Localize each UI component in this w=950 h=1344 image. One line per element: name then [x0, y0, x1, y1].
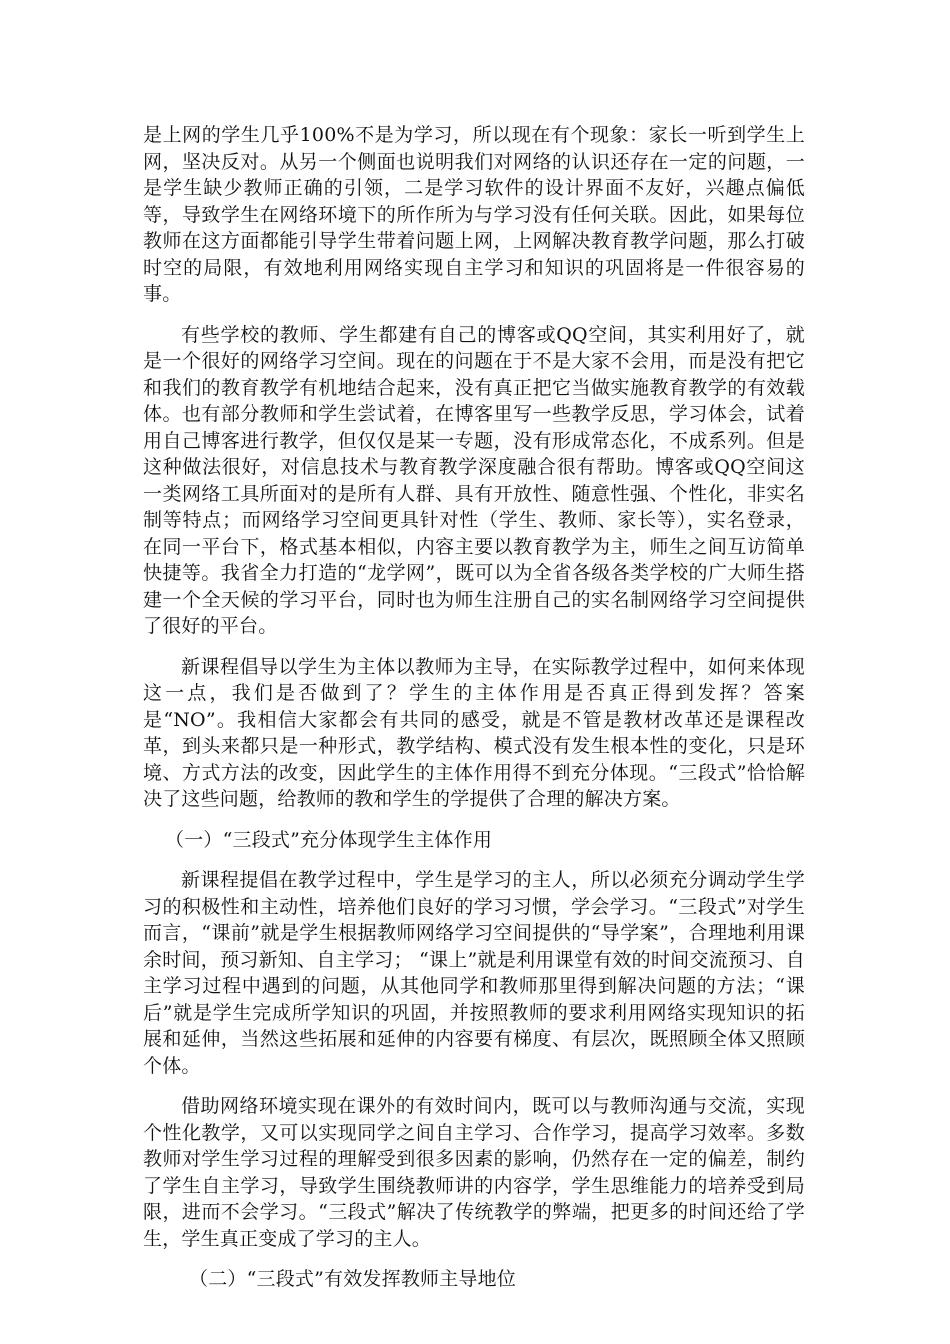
document-page: [143, 122, 805, 1307]
paragraph-1: 是上网的学生几乎100%不是为学习，所以现在有个现象：家长一听到学生上网，坚决反对。从另一个侧面也说明我们对网络的认识还存在一定的问题，一是学生缺少教师正确的引领，二是学习软件的设计界面不友好，兴趣点偏低等，导致学生在网络环境下的所作所为与学习没有任何关联。因此，如果每位教师在这方面都能引导学生带着问题上网，上网解决教育教学问题，那么打破时空的局限，有效地利用网络实现自主学习和知识的巩固将是一件很容易的事。: [143, 124, 805, 305]
paragraph-4: 新课程提倡在教学过程中，学生是学习的主人，所以必须充分调动学生学习的积极性和主动性，培养他们良好的学习习惯，学会学习。“三段式”对学生而言，“课前”就是学生根据教师网络学习空间提供的“导学案”，合理地利用课余时间，预习新知、自主学习； “课上”就是利用课堂有效的时间交流预习、自主学习过程中遇到的问题，从其他同学和教师那里得到解决问题的方法；“课后”就是学生完成所学知识的巩固，并按照教师的要求利用网络实现知识的拓展和延伸，当然这些拓展和延伸的内容要有梯度、有层次，既照顾全体又照顾个体。: [143, 869, 805, 1077]
section-heading-2: （二）“三段式”有效发挥教师主导地位: [189, 1268, 517, 1290]
paragraph-5: 借助网络环境实现在课外的有效时间内，既可以与教师沟通与交流，实现个性化教学，又可以实现同学之间自主学习、合作学习，提高学习效率。多数教师对学生学习过程的理解受到很多因素的影响，仍然存在一定的偏差，制约了学生自主学习，导致学生围绕教师讲的内容学，学生思维能力的培养受到局限，进而不会学习。“三段式”解决了传统教学的弊端，把更多的时间还给了学生，学生真正变成了学习的主人。: [143, 1095, 805, 1250]
paragraph-2: 有些学校的教师、学生都建有自己的博客或QQ空间，其实利用好了，就是一个很好的网络学习空间。现在的问题在于不是大家不会用，而是没有把它和我们的教育教学有机地结合起来，没有真正把它当做实施教育教学的有效载体。也有部分教师和学生尝试着，在博客里写一些教学反思，学习体会，试着用自己博客进行教学，但仅仅是某一专题，没有形成常态化，不成系列。但是这种做法很好，对信息技术与教育教学深度融合很有帮助。博客或QQ空间这一类网络工具所面对的是所有人群、具有开放性、随意性强、个性化，非实名制等特点；而网络学习空间更具针对性（学生、教师、家长等），实名登录，在同一平台下，格式基本相似，内容主要以教育教学为主，师生之间互访简单快捷等。我省全力打造的“龙学网”，既可以为全省各级各类学校的广大师生搭建一个全天候的学习平台，同时也为师生注册自己的实名制网络学习空间提供了很好的平台。: [143, 323, 805, 637]
paragraph-3: 新课程倡导以学生为主体以教师为主导，在实际教学过程中，如何来体现这一点，我们是否做到了？学生的主体作用是否真正得到发挥？答案是“NO”。我相信大家都会有共同的感受，就是不管是教材改革还是课程改革，到头来都只是一种形式，教学结构、模式没有发生根本性的变化，只是环境、方式方法的改变，因此学生的主体作用得不到充分体现。“三段式”恰恰解决了这些问题，给教师的教和学生的学提供了合理的解决方案。: [143, 655, 805, 810]
section-heading-1: （一）“三段式”充分体现学生主体作用: [165, 828, 493, 851]
